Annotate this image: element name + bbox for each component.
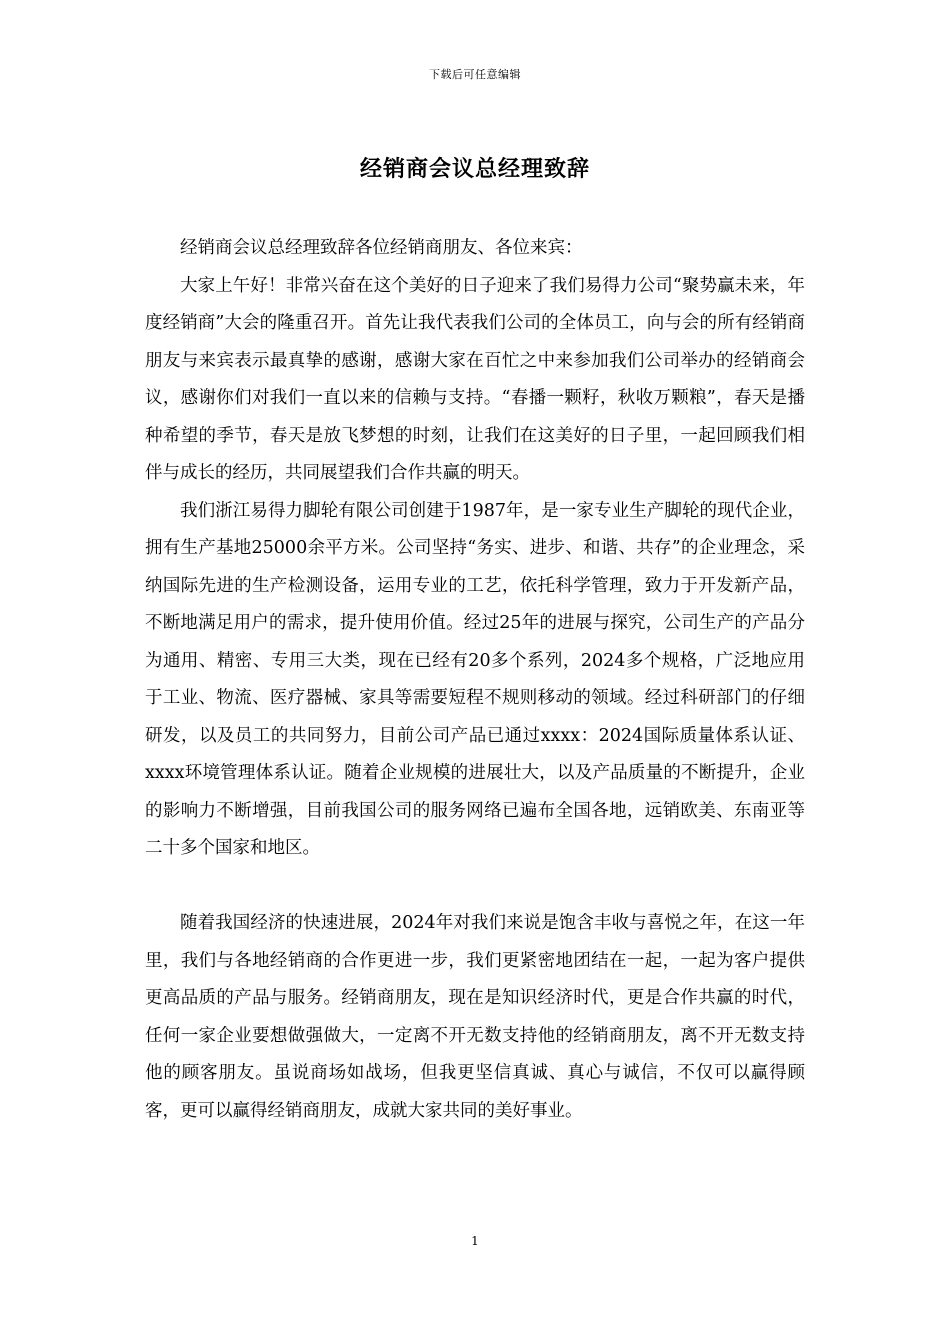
document-body: [145, 230, 805, 1130]
cooperation-paragraph: 随着我国经济的快速进展，2024年对我们来说是饱含丰收与喜悦之年，在这一年里，我们与各地经销商的合作更进一步，我们更紧密地团结在一起，一起为客户提供更高品质的产品与服务。经销商朋友，现在是知识经济时代，更是合作共赢的时代，任何一家企业要想做强做大，一定离不开无数支持他的经销商朋友，离不开无数支持他的顾客朋友。虽说商场如战场，但我更坚信真诚、真心与诚信，不仅可以赢得顾客，更可以赢得经销商朋友，成就大家共同的美好事业。: [145, 913, 805, 1121]
header-note: 下载后可任意编辑: [429, 68, 521, 81]
greeting-paragraph: 大家上午好！非常兴奋在这个美好的日子迎来了我们易得力公司“聚势赢未来，年度经销商”大会的隆重召开。首先让我代表我们公司的全体员工，向与会的所有经销商朋友与来宾表示最真挚的感谢，感谢大家在百忙之中来参加我们公司举办的经销商会议，感谢你们对我们一直以来的信赖与支持。“春播一颗籽，秋收万颗粮”，春天是播种希望的季节，春天是放飞梦想的时刻，让我们在这美好的日子里，一起回顾我们相伴与成长的经历，共同展望我们合作共赢的明天。: [145, 275, 805, 483]
company-intro-paragraph: 我们浙江易得力脚轮有限公司创建于1987年，是一家专业生产脚轮的现代企业，拥有生产基地25000余平方米。公司坚持“务实、进步、和谐、共存”的企业理念，采纳国际先进的生产检测设备，运用专业的工艺，依托科学管理，致力于开发新产品，不断地满足用户的需求，提升使用价值。经过25年的进展与探究，公司生产的产品分为通用、精密、专用三大类，现在已经有20多个系列，2024多个规格，广泛地应用于工业、物流、医疗器械、家具等需要短程不规则移动的领域。经过科研部门的仔细研发，以及员工的共同努力，目前公司产品已通过xxxx：2024国际质量体系认证、xxxx环境管理体系认证。随着企业规模的进展壮大，以及产品质量的不断提升，企业的影响力不断增强，目前我国公司的服务网络已遍布全国各地，远销欧美、东南亚等二十多个国家和地区。: [145, 500, 805, 858]
salutation-paragraph: 经销商会议总经理致辞各位经销商朋友、各位来宾：: [180, 238, 583, 258]
page-number: 1: [471, 1234, 479, 1248]
page-title: 经销商会议总经理致辞: [359, 156, 590, 182]
